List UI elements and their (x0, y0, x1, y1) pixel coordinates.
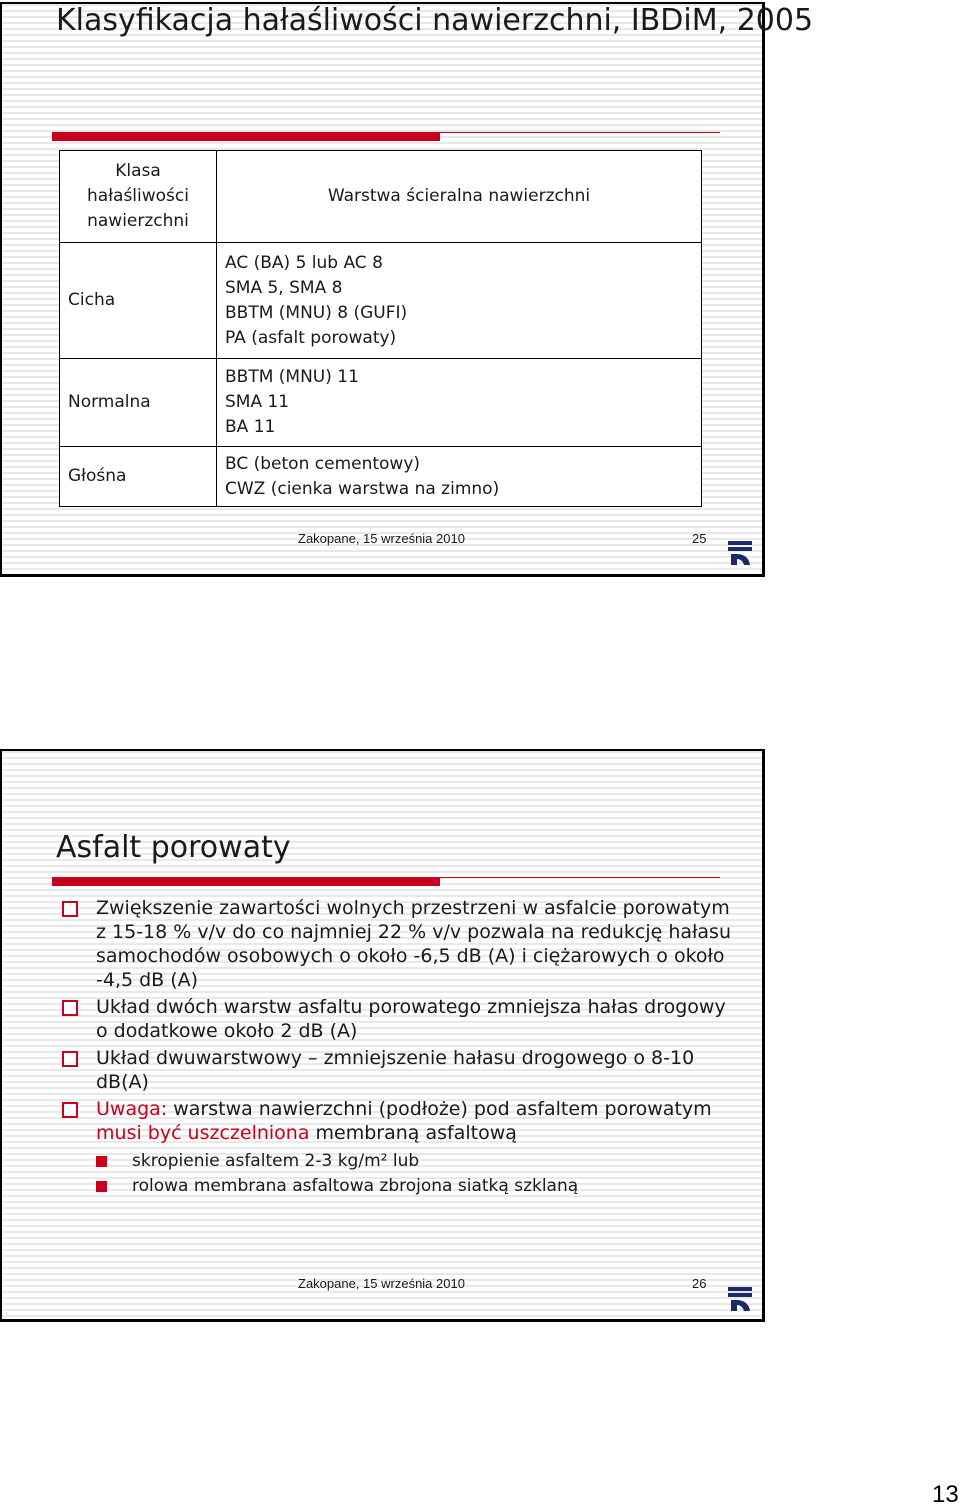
sub-list-item: rolowa membrana asfaltowa zbrojona siatką szklaną (96, 1174, 732, 1199)
slide-number: 26 (692, 1276, 707, 1291)
layers-cell: BC (beton cementowy) CWZ (cienka warstwa na zimno) (217, 447, 702, 507)
table-row (60, 447, 702, 507)
header-layer-cell: Warstwa ścieralna nawierzchni (217, 151, 702, 243)
list-item: Układ dwuwarstwowy – zmniejszenie hałasu drogowego o 8-10 dB(A) (62, 1046, 732, 1094)
hollow-square-icon (62, 1051, 78, 1067)
warning-label: Uwaga: (96, 1098, 168, 1120)
hollow-square-icon (62, 1000, 78, 1016)
slide-footer: Zakopane, 15 września 2010 (298, 1276, 465, 1291)
sub-bullet-list (96, 1149, 732, 1199)
class-cell: Cicha (60, 243, 217, 359)
slide-title: Klasyfikacja hałaśliwości nawierzchni, IBDiM, 2005 (56, 3, 814, 38)
noise-class-table (59, 150, 702, 507)
list-item: Uwaga: warstwa nawierzchni (podłoże) pod asfaltem porowatym musi być uszczelniona membraną asfaltową skropienie asfaltem 2-3 kg/m² lub rolowa membrana asfaltowa zbrojona siatką szklaną (62, 1097, 732, 1199)
page-number: 13 (932, 1481, 959, 1508)
slide-footer: Zakopane, 15 września 2010 (298, 531, 465, 546)
title-accent-bar (52, 132, 720, 141)
class-cell: Głośna (60, 447, 217, 507)
class-cell: Normalna (60, 359, 217, 447)
list-item: Zwiększenie zawartości wolnych przestrzeni w asfalcie porowatym z 15-18 % v/v do co najmniej 22 % v/v pozwala na redukcję hałasu samochodów osobowych o około -6,5 dB (A) i ciężarowych o około -4,5 dB (A) (62, 896, 732, 992)
table-row (60, 359, 702, 447)
institute-logo-icon (728, 1287, 752, 1311)
emphasis-text: musi być uszczelniona (96, 1122, 310, 1144)
layers-cell: BBTM (MNU) 11 SMA 11 BA 11 (217, 359, 702, 447)
header-class-cell: Klasa hałaśliwości nawierzchni (60, 151, 217, 243)
table-header-row (60, 151, 702, 243)
hollow-square-icon (62, 901, 78, 917)
title-accent-bar (52, 877, 720, 886)
bullet-list (62, 896, 732, 1202)
hollow-square-icon (62, 1102, 78, 1118)
slide-title: Asfalt porowaty (56, 830, 291, 865)
table-row (60, 243, 702, 359)
filled-square-icon (96, 1156, 107, 1167)
filled-square-icon (96, 1181, 107, 1192)
list-item: Układ dwóch warstw asfaltu porowatego zmniejsza hałas drogowy o dodatkowe około 2 dB (A) (62, 995, 732, 1043)
layers-cell: AC (BA) 5 lub AC 8 SMA 5, SMA 8 BBTM (MNU) 8 (GUFI) PA (asfalt porowaty) (217, 243, 702, 359)
slide-number: 25 (692, 531, 707, 546)
institute-logo-icon (728, 541, 752, 565)
sub-list-item: skropienie asfaltem 2-3 kg/m² lub (96, 1149, 732, 1174)
